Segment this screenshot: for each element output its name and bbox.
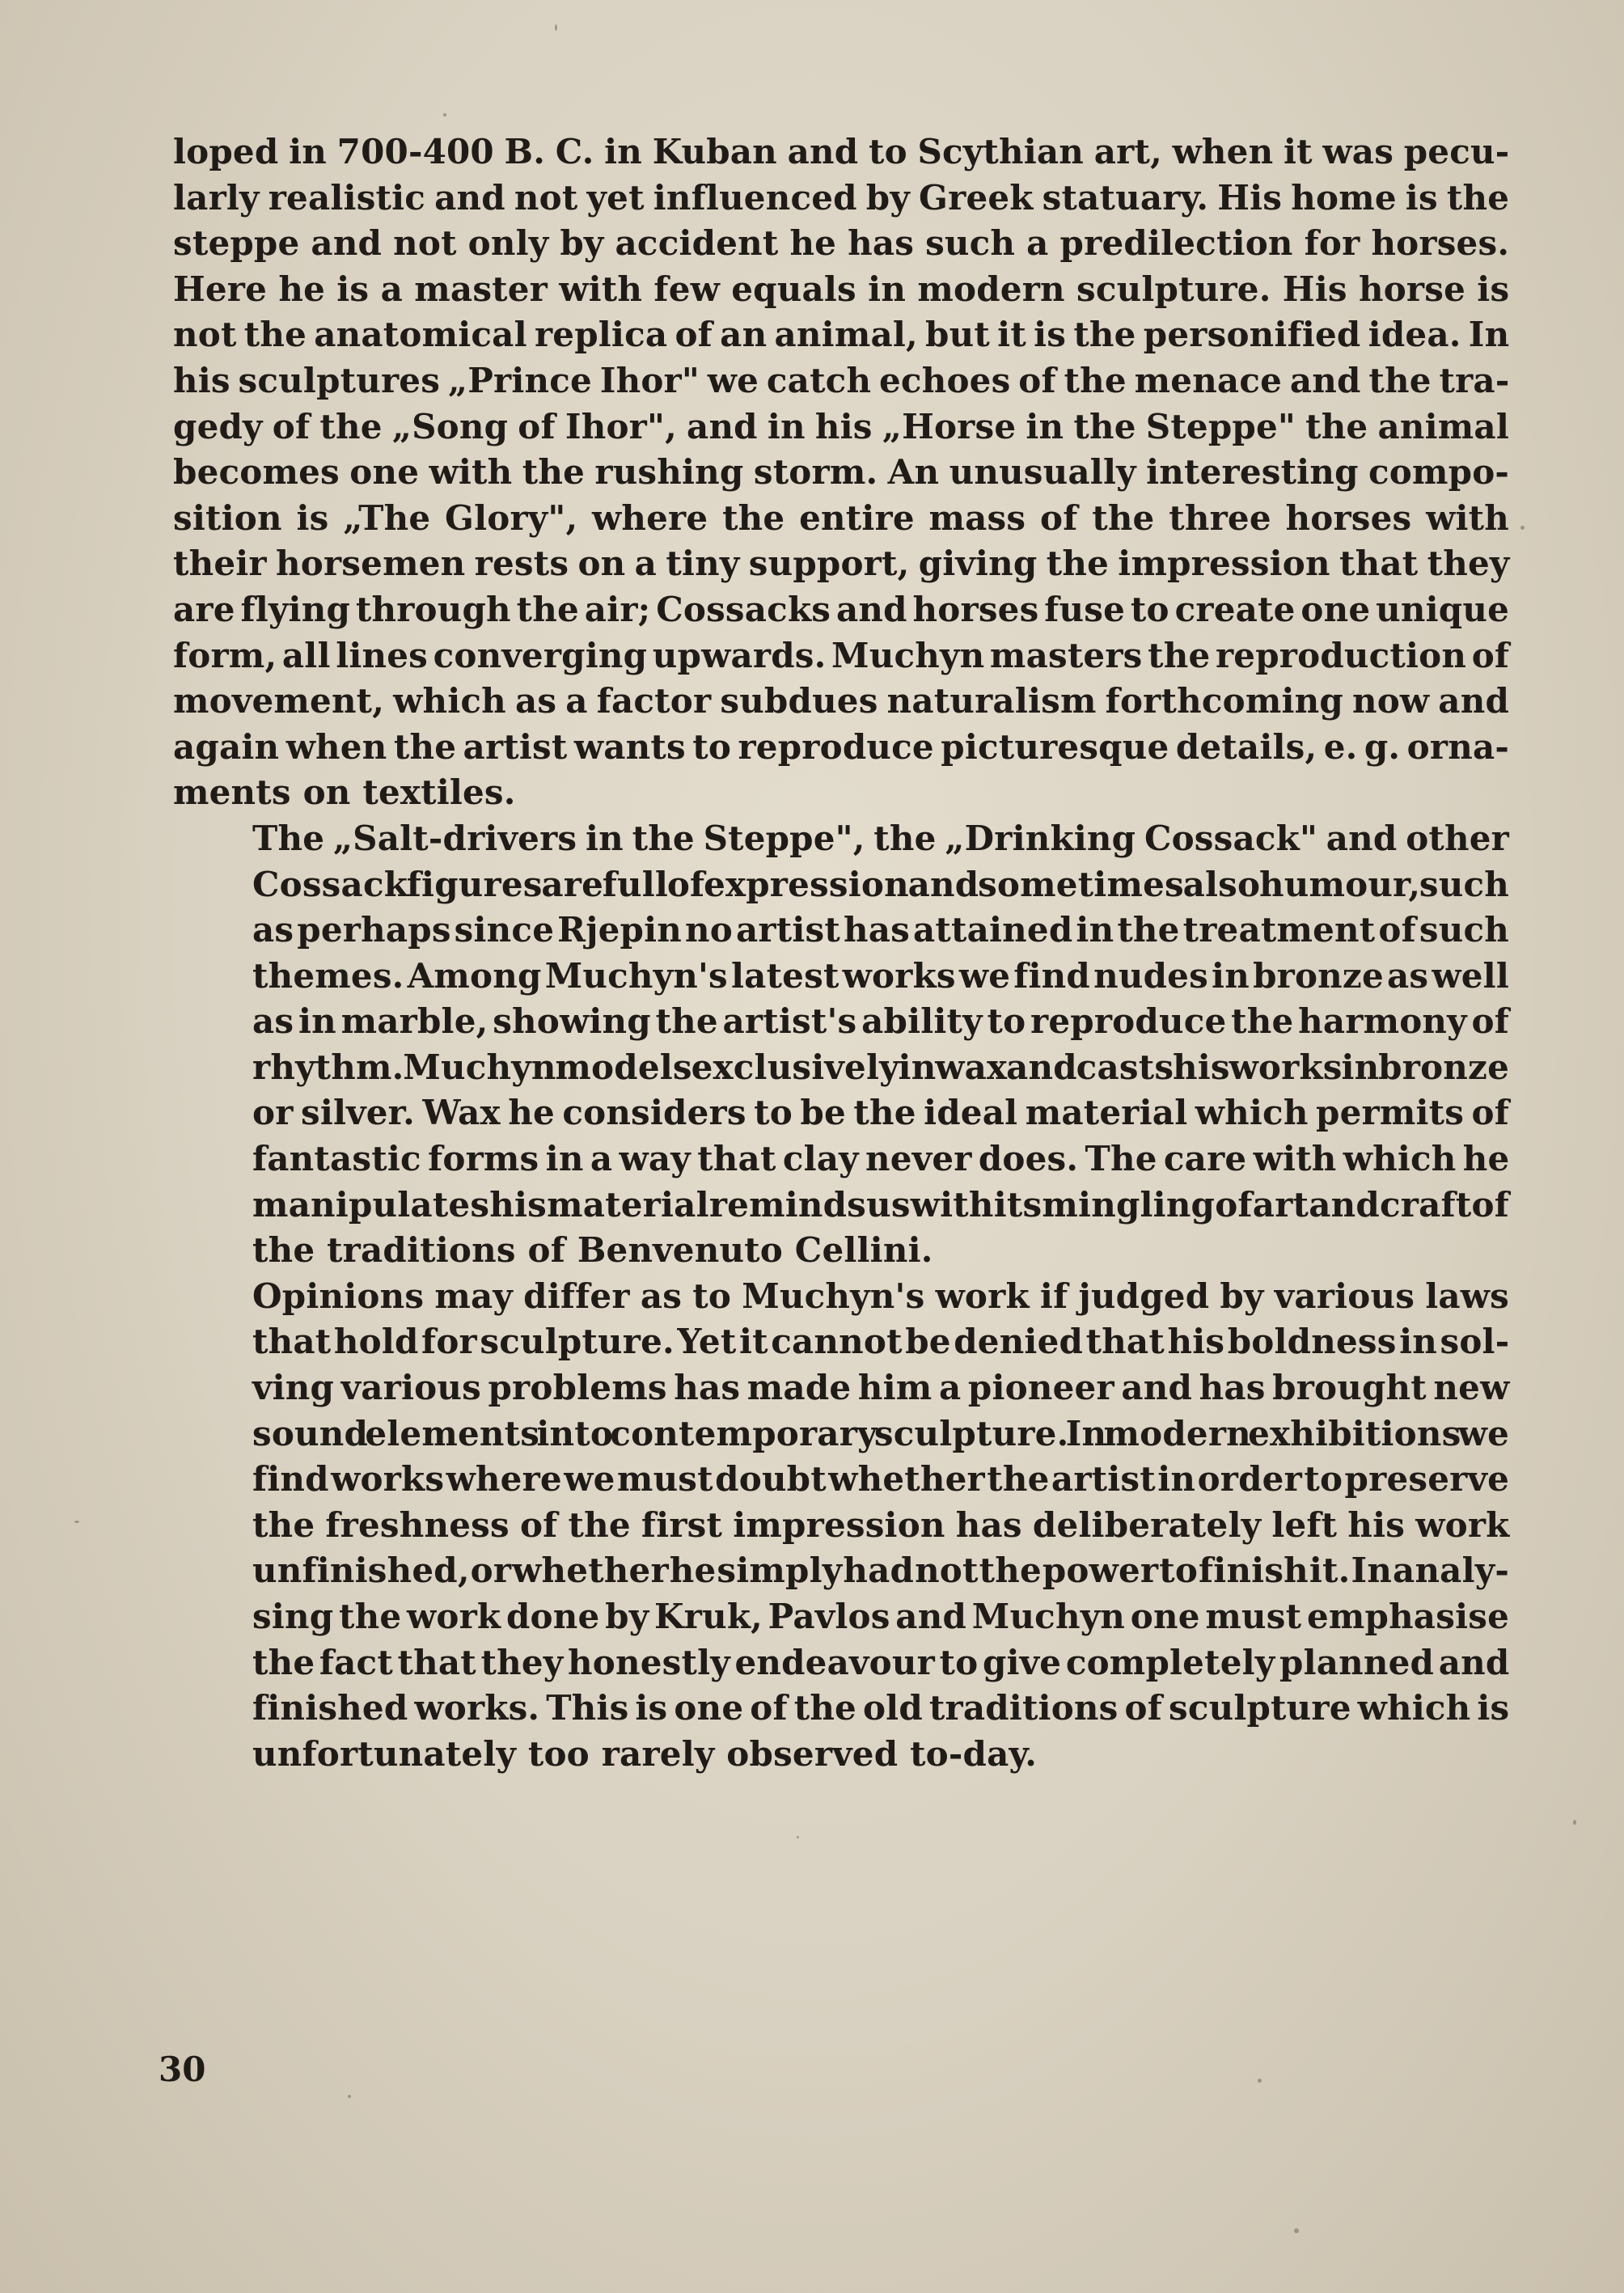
paper-speck: [348, 2095, 351, 2098]
text-line: ving various problems has made him a pioneer and has brought new: [252, 1368, 1510, 1408]
text-line: loped in 700-400 B. C. in Kuban and to Scythian art, when it was pecu-: [173, 132, 1510, 171]
text-line: are flying through the air; Cossacks and horses fuse to create one unique: [173, 589, 1509, 629]
text-line: unfortunately too rarely observed to-day.: [252, 1733, 1038, 1774]
text-line: becomes one with the rushing storm. An unusually interesting compo-: [173, 452, 1510, 493]
paper-speck: [555, 24, 557, 31]
text-line: the traditions of Benvenuto Cellini.: [252, 1230, 933, 1271]
paragraph: [173, 129, 1509, 816]
text-line: ments on textiles.: [173, 772, 516, 813]
text-line: not the anatomical replica of an animal, but it is the personified idea. In: [173, 315, 1510, 355]
text-line: fantastic forms in a way that clay never does. The care with which he: [252, 1139, 1510, 1179]
paragraph: [173, 816, 1509, 1274]
text-line: sing the work done by Kruk, Pavlos and Muchyn one must emphasise: [252, 1597, 1509, 1636]
paper-speck: [1258, 2079, 1262, 2083]
text-line: movement, which as a factor subdues naturalism forthcoming now and: [173, 681, 1510, 721]
text-line: that hold for sculpture. Yet it cannot be denied that his boldness in sol-: [252, 1322, 1510, 1362]
text-line: sound elements into contemporary sculpture. In modern exhibitions we: [252, 1413, 1509, 1453]
paper-speck: [1520, 526, 1525, 530]
text-line: form, all lines converging upwards. Muchyn masters the reproduction of: [173, 635, 1510, 675]
paper-speck: [1294, 2228, 1299, 2233]
text-line: themes. Among Muchyn's latest works we find nudes in bronze as well: [252, 955, 1509, 996]
text-line: gedy of the „Song of Ihor", and in his „Horse in the Steppe" the animal: [173, 406, 1509, 446]
text-line: finished works. This is one of the old traditions of sculpture which is: [252, 1688, 1510, 1728]
paragraph: [173, 1274, 1509, 1778]
text-line: the fact that they honestly endeavour to give completely planned and: [252, 1642, 1510, 1682]
body-text: [173, 129, 1509, 1777]
text-line: or silver. Wax he considers to be the ideal material which permits of: [252, 1093, 1509, 1133]
text-line: Opinions may differ as to Muchyn's work if judged by various laws: [252, 1276, 1509, 1316]
text-line: his sculptures „Prince Ihor" we catch echoes of the menace and the tra-: [173, 360, 1510, 400]
text-line: Cossack figures are full of expression and sometimes also humour, such: [252, 864, 1509, 904]
paper-speck: [74, 1521, 79, 1523]
text-line: Here he is a master with few equals in modern sculpture. His horse is: [173, 269, 1510, 309]
text-line: The „Salt-drivers in the Steppe", the „Drinking Cossack" and other: [252, 818, 1509, 858]
text-line: steppe and not only by accident he has such a predilection for horses.: [173, 223, 1510, 264]
text-line: larly realistic and not yet influenced by Greek statuary. His home is the: [173, 177, 1510, 218]
text-line: as perhaps since Rjepin no artist has attained in the treatment of such: [252, 910, 1509, 950]
paper-speck: [797, 1836, 799, 1838]
page-number: 30: [159, 2050, 206, 2089]
text-line: again when the artist wants to reproduce picturesque details, e. g. orna-: [173, 726, 1509, 767]
text-line: manipulates his material reminds us with its mingling of art and craft of: [252, 1184, 1509, 1225]
paper-speck: [443, 113, 446, 116]
text-line: as in marble, showing the artist's ability to reproduce the harmony of: [252, 1001, 1509, 1042]
text-line: find works where we must doubt whether the artist in order to preserve: [252, 1459, 1509, 1500]
text-line: their horsemen rests on a tiny support, giving the impression that they: [173, 544, 1510, 584]
text-line: the freshness of the first impression has deliberately left his work: [252, 1504, 1510, 1545]
text-line: sition is „The Glory", where the entire mass of the three horses with: [173, 497, 1509, 538]
text-line: unfinished, or whether he simply had not the power to finish it. In analy-: [252, 1551, 1509, 1591]
text-line: rhythm. Muchyn models exclusively in wax and casts his works in bronze: [252, 1047, 1509, 1087]
paper-speck: [1573, 1820, 1576, 1825]
